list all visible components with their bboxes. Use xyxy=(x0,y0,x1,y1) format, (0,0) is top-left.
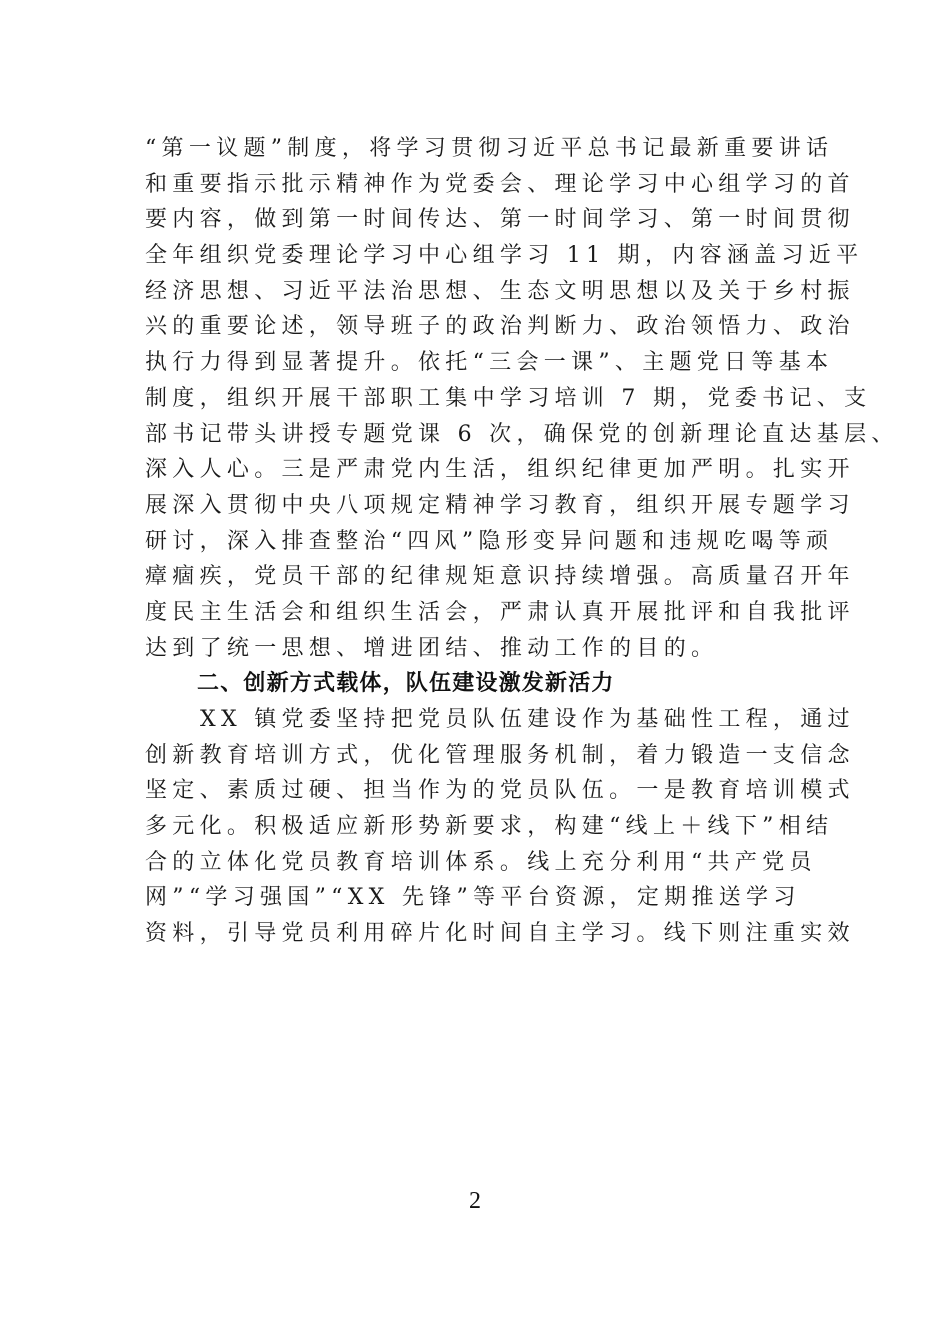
paragraph-line: 网”“学习强国”“XX 先锋”等平台资源，定期推送学习 xyxy=(145,885,801,911)
paragraph-line: 和重要指示批示精神作为党委会、理论学习中心组学习的首 xyxy=(145,171,855,197)
paragraph-line: 研讨，深入排查整治“四风”隐形变异问题和违规吃喝等顽 xyxy=(145,528,834,554)
paragraph-line: XX 镇党委坚持把党员队伍建设作为基础性工程，通过 xyxy=(200,707,855,732)
paragraph-line: 展深入贯彻中央八项规定精神学习教育，组织开展专题学习 xyxy=(145,492,855,518)
paragraph-line: 坚定、素质过硬、担当作为的党员队伍。一是教育培训模式 xyxy=(145,778,855,804)
paragraph-line: 瘴痼疾，党员干部的纪律规矩意识持续增强。高质量召开年 xyxy=(145,564,855,590)
paragraph-line: 多元化。积极适应新形势新要求，构建“线上＋线下”相结 xyxy=(145,814,834,840)
paragraph-line: 度民主生活会和组织生活会，严肃认真开展批评和自我批评 xyxy=(145,599,855,625)
document-body xyxy=(145,131,899,952)
paragraph-line: 制度，组织开展干部职工集中学习培训 7 期，党委书记、支 xyxy=(145,385,872,411)
paragraph-line: 合的立体化党员教育培训体系。线上充分利用“共产党员 xyxy=(145,849,817,875)
paragraph-line: “第一议题”制度，将学习贯彻习近平总书记最新重要讲话 xyxy=(145,136,834,161)
paragraph-line: 全年组织党委理论学习中心组学习 11 期，内容涵盖习近平 xyxy=(145,243,864,269)
paragraph-line: 要内容，做到第一时间传达、第一时间学习、第一时间贯彻 xyxy=(145,207,855,233)
paragraph-line: 达到了统一思想、增进团结、推动工作的目的。 xyxy=(145,635,719,661)
paragraph-line: 经济思想、习近平法治思想、生态文明思想以及关于乡村振 xyxy=(145,278,855,304)
paragraph-line: 资料，引导党员利用碎片化时间自主学习。线下则注重实效 xyxy=(145,921,855,947)
page-number: 2 xyxy=(469,1188,481,1214)
paragraph-line: 部书记带头讲授专题党课 6 次，确保党的创新理论直达基层、 xyxy=(145,421,899,447)
paragraph-line: 兴的重要论述，领导班子的政治判断力、政治领悟力、政治 xyxy=(145,314,855,340)
paragraph-line: 创新教育培训方式，优化管理服务机制，着力锻造一支信念 xyxy=(145,742,855,768)
paragraph-line: 深入人心。三是严肃党内生活，组织纪律更加严明。扎实开 xyxy=(145,457,855,483)
paragraph-line: 执行力得到显著提升。依托“三会一课”、主题党日等基本 xyxy=(145,350,834,376)
section-heading: 二、创新方式载体，队伍建设激发新活力 xyxy=(197,671,615,697)
